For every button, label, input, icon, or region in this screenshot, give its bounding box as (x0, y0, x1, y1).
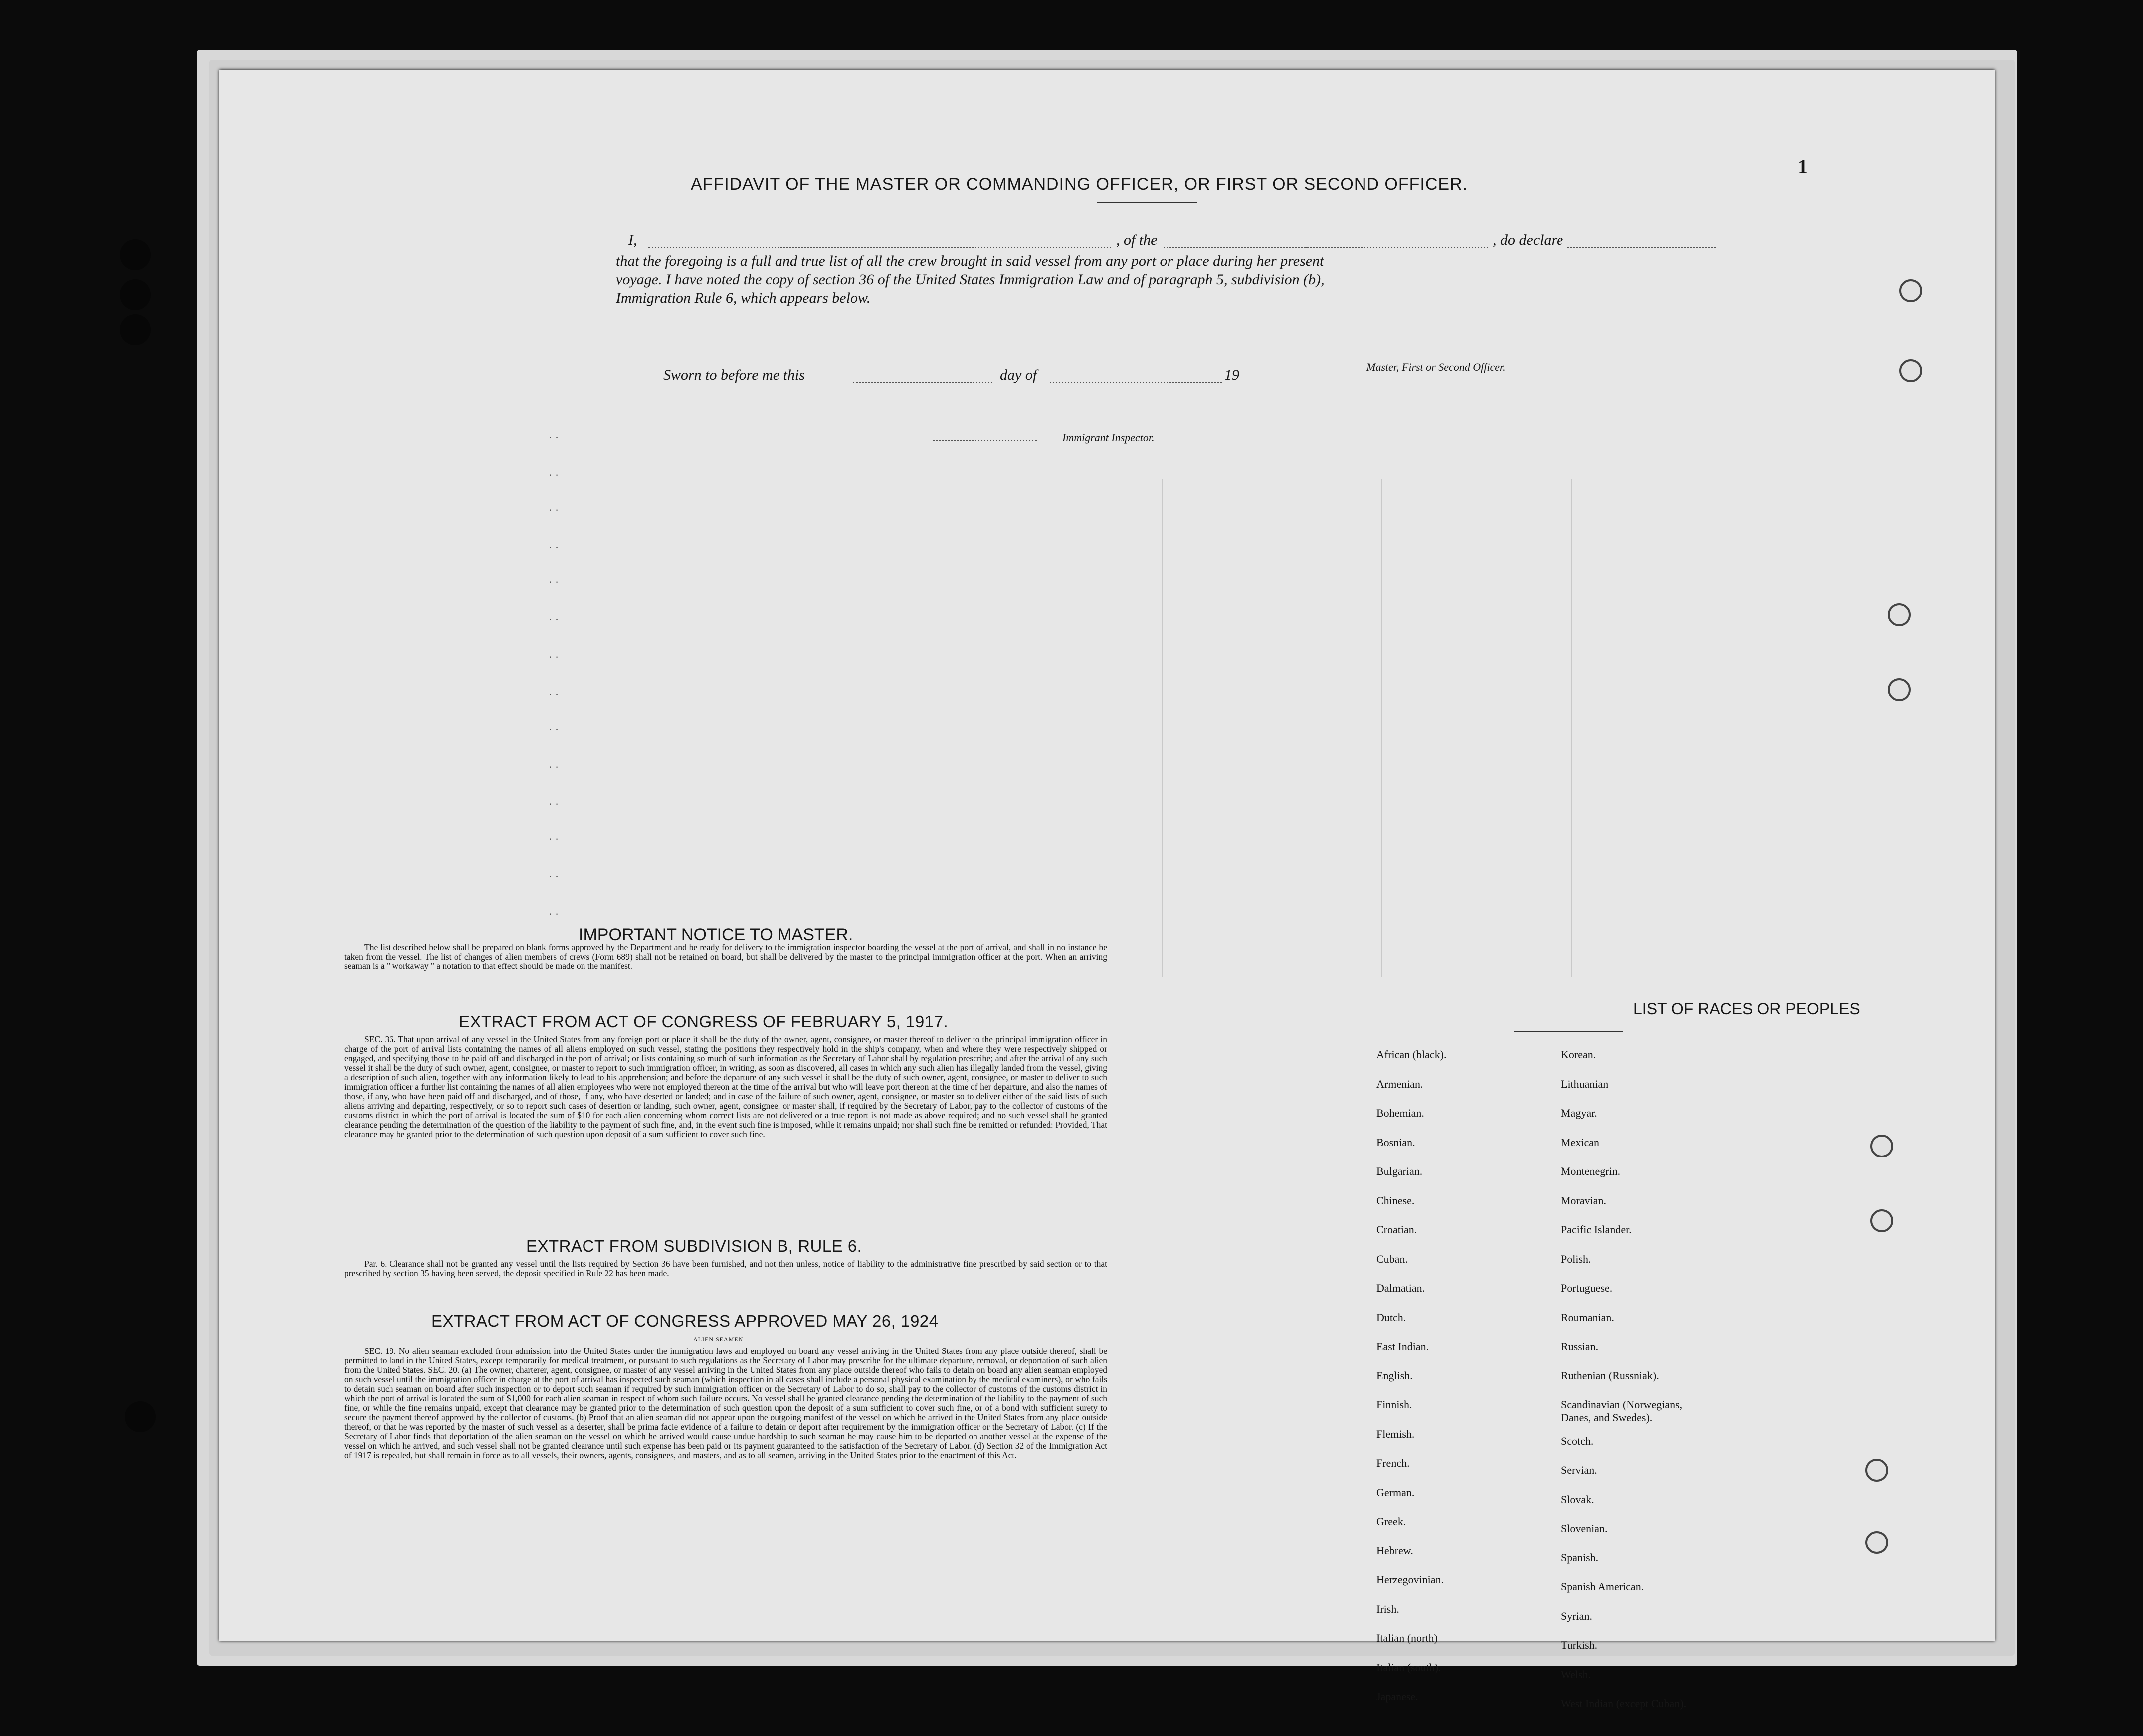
race-item: Slovak. (1561, 1493, 1594, 1506)
row-marker: · · (549, 576, 559, 588)
sworn-month-blank (1050, 382, 1222, 383)
race-item: Armenian. (1376, 1077, 1423, 1090)
affidavit-line-4: Immigration Rule 6, which appears below. (616, 290, 871, 306)
binder-hole (120, 279, 151, 310)
affidavit-line-3: voyage. I have noted the copy of section 36 of the United States Immigration Law and of paragraph 5, subdivision (b), (616, 271, 1325, 288)
affidavit-line-2: that the foregoing is a full and true list of all the crew brought in said vessel from any port or place during her present (616, 253, 1324, 269)
row-marker: · · (549, 431, 559, 444)
extract-1924-heading: EXTRACT FROM ACT OF CONGRESS APPROVED MAY 26, 1924 (431, 1312, 939, 1330)
binder-ring (1899, 279, 1922, 302)
race-item: Greek. (1376, 1515, 1406, 1528)
extract-1917-body: SEC. 36. That upon arrival of any vessel in the United States from any foreign port or place it shall be the duty of the owner, agent, consignee, or master thereof to deliver to the principal immigration officer in charge of the port of arrival lists containing the names of all aliens employed on such vessel, stating the positions they respectively hold in the ship's company, when and where they were respectively shipped or engaged, and specifying those to be paid off and discharged in the port of arrival; or lists containing so much of such information as the Secretary of Labor shall by regulation prescribe; and after the arrival of any such vessel it shall be the duty of such owner, agent, consignee, or master to report to such immigration officer, in writing, as soon as discovered, all cases in which any such alien has illegally landed from the vessel, giving a description of such alien, together with any information likely to lead to his apprehension; and before the departure of any such vessel it shall be the duty of such owner, agent, consignee, or master to deliver to such immigration officer a further list containing the names of all alien employees who were not employed thereon at the time of the arrival but who will leave port thereon at the time of her departure, and also the names of those, if any, who have been paid off and discharged, and of those, if any, who have deserted or landed; and in case of the failure of such owner, agent, consignee, or master so to deliver either of the said lists of such aliens arriving and departing, respectively, or so to report such cases of desertion or landing, such owner, agent, consignee, or master shall, if required by the Secretary of Labor, pay to the collector of customs of the customs district in which the port of arrival is located the sum of $10 for each alien concerning whom correct lists are not delivered or a true report is not made as above required; and no such vessel shall be granted clearance pending the determination of the question of the liability to the payment of such fine, and, in the event such fine is imposed, while it remains unpaid; nor shall such fine be remitted or refunded: Provided, That clearance may be granted prior to the determination of such question upon deposit of a sum sufficient to cover such fine. (344, 1034, 1107, 1139)
column-rule (1571, 479, 1572, 977)
race-item: Cuban. (1376, 1252, 1408, 1265)
race-item: Mexican (1561, 1136, 1599, 1149)
race-item: Irish. (1376, 1602, 1399, 1615)
inspector-label: Immigrant Inspector. (1062, 431, 1155, 444)
race-item: Bulgarian. (1376, 1165, 1423, 1177)
race-item: Korean. (1561, 1048, 1596, 1061)
race-item: Hebrew. (1376, 1544, 1413, 1557)
race-item: Croatian. (1376, 1223, 1417, 1236)
notice-body: The list described below shall be prepared on blank forms approved by the Department and be ready for delivery to the immigration inspector boarding the vessel at the port of arrival, and shall in no instance be taken from the vessel. The list of changes of alien members of crews (Form 689) shall not be retained on board, but shall be delivered by the master to the principal immigration officer at the port. When an arriving seaman is a " workaway " a notation to that effect should be made on the manifest. (344, 942, 1107, 971)
race-item: African (black). (1376, 1048, 1447, 1061)
manifest-page (219, 70, 1995, 1710)
race-item: Russian. (1561, 1340, 1599, 1352)
race-item: Servian. (1561, 1464, 1597, 1476)
race-item: Slovenian. (1561, 1522, 1608, 1535)
column-rule (1381, 479, 1382, 977)
race-item: Japanese. (1376, 1690, 1418, 1703)
race-item: Finnish. (1376, 1398, 1412, 1411)
race-item: Bosnian. (1376, 1136, 1415, 1149)
races-title-rule (1514, 1031, 1623, 1032)
row-marker: · · (549, 723, 559, 736)
race-item: East Indian. (1376, 1340, 1429, 1352)
binder-ring (1888, 603, 1911, 626)
race-item: Flemish. (1376, 1427, 1415, 1440)
affidavit-do-declare-label: , do declare (1489, 232, 1567, 249)
race-item: Spanish American. (1561, 1580, 1644, 1593)
race-item: Moravian. (1561, 1194, 1607, 1207)
race-item: Ruthenian (Russniak). (1561, 1369, 1659, 1382)
race-item: Italian (north) (1376, 1632, 1438, 1644)
row-marker: · · (549, 504, 559, 516)
races-title: LIST OF RACES OR PEOPLES (1633, 1000, 1860, 1018)
race-item: Dutch. (1376, 1311, 1406, 1324)
title-rule (1097, 202, 1197, 203)
row-marker: · · (549, 833, 559, 845)
inspector-signature-blank (933, 440, 1037, 441)
sworn-day-blank (853, 382, 992, 383)
row-marker: · · (549, 761, 559, 773)
extract-1917-heading: EXTRACT FROM ACT OF CONGRESS OF FEBRUARY 5, 1917. (459, 1012, 949, 1031)
row-marker: · · (549, 908, 559, 920)
binder-ring (1865, 1459, 1888, 1482)
extract-1924-body: SEC. 19. No alien seaman excluded from admission into the United States under the immigration laws and employed on board any vessel arriving in the United States from any place outside thereof, shall be permitted to land in the United States, except temporarily for medical treatment, or pursuant to such regulations as the Secretary of Labor may prescribe for the ultimate departure, removal, or deportation of such alien from the United States. SEC. 20. (a) The owner, charterer, agent, consignee, or master of any vessel arriving in the United States from any place outside thereof who fails to detain on board any alien seaman employed on such vessel until the immigration officer in charge at the port of arrival has inspected such seaman (which inspection in all cases shall include a personal physical examination by the medical examiners), or who fails to detain such seaman on board after such inspection or to deport such seaman if required by such immigration officer or the Secretary of Labor to do so, shall pay to the collector of customs of the customs district in which the port of arrival is located the sum of $1,000 for each alien seaman in respect of whom such failure occurs. No vessel shall be granted clearance pending the determination of the liability to the payment of such fine, or while the fine remains unpaid, except that clearance may be granted prior to the determination of such question upon the deposit of a sum sufficient to cover such fine, or of a bond with sufficient surety to secure the payment thereof approved by the collector of customs. (b) Proof that an alien seaman did not appear upon the outgoing manifest of the vessel on which he arrived in the United States from any place outside thereof, or that he was reported by the master of such vessel as a deserter, shall be prima facie evidence of a failure to detain or deport after requirement by the immigration officer or the Secretary of Labor. (c) If the Secretary of Labor finds that deportation of the alien seaman on the vessel on which he arrived would cause undue hardship to such seaman he may cause him to be deported on another vessel at the expense of the vessel on which he arrived, and such vessel shall not be granted clearance until such expense has been paid or its payment guaranteed to the satisfaction of the Secretary of Labor. (d) Section 32 of the Immigration Act of 1917 is repealed, but shall remain in force as to all vessels, their owners, agents, consignees, and masters, and as to all seamen, arriving in the United States prior to the enactment of this Act. (344, 1346, 1107, 1460)
race-item: Polish. (1561, 1252, 1591, 1265)
row-marker: · · (549, 870, 559, 883)
year-label: 19 (1224, 367, 1239, 383)
binder-hole (125, 1401, 156, 1432)
vessel-blank (1182, 247, 1716, 248)
binder-hole (120, 314, 151, 345)
race-item: French. (1376, 1457, 1410, 1469)
binder-ring (1899, 359, 1922, 382)
binder-hole (120, 239, 151, 270)
binder-ring (1888, 678, 1911, 701)
race-item: Scotch. (1561, 1434, 1594, 1447)
race-item: German. (1376, 1486, 1415, 1499)
row-marker: · · (549, 798, 559, 810)
sworn-label: Sworn to before me this (663, 367, 805, 383)
row-marker: · · (549, 613, 559, 626)
affidavit-of-the-label: , of the (1112, 232, 1162, 249)
page-number-mark: 1 (1798, 155, 1808, 178)
day-of-label: day of (1000, 367, 1037, 383)
notice-title: IMPORTANT NOTICE TO MASTER. (579, 925, 853, 944)
race-item: Herzegovinian. (1376, 1573, 1444, 1586)
race-item: Turkish. (1561, 1639, 1598, 1651)
race-item: Portuguese. (1561, 1282, 1613, 1294)
extract-1924-subheading: ALIEN SEAMEN (693, 1336, 744, 1343)
race-item: West Indian (except Cuban). (1561, 1697, 1687, 1710)
race-item: Italian (south). (1376, 1661, 1441, 1674)
race-item: Chinese. (1376, 1194, 1415, 1207)
row-marker: · · (549, 541, 559, 554)
binder-ring (1870, 1135, 1893, 1157)
race-item: Spanish. (1561, 1551, 1599, 1564)
rule6-body: Par. 6. Clearance shall not be granted any vessel until the lists required by Section 36 have been furnished, and not then unless, notice of liability to the administrative fine prescribed by said section or to that prescribed by section 35 having been served, the deposit specified in Rule 22 has been made. (344, 1259, 1107, 1278)
master-signature-label: Master, First or Second Officer. (1366, 361, 1506, 373)
binder-ring (1870, 1209, 1893, 1232)
race-item: Syrian. (1561, 1609, 1592, 1622)
race-item: Roumanian. (1561, 1311, 1614, 1324)
affidavit-i-label: I, (628, 232, 637, 248)
race-item: English. (1376, 1369, 1413, 1382)
affidavit-title: AFFIDAVIT OF THE MASTER OR COMMANDING OFFICER, OR FIRST OR SECOND OFFICER. (691, 175, 1468, 193)
race-item: Scandinavian (Norwegians, Danes, and Swedes). (1561, 1398, 1683, 1424)
row-marker: · · (549, 688, 559, 701)
column-rule (1162, 479, 1163, 977)
binder-ring (1865, 1531, 1888, 1554)
race-item: Magyar. (1561, 1107, 1597, 1119)
race-item: Welsh. (1561, 1668, 1591, 1681)
race-item: Montenegrin. (1561, 1165, 1621, 1177)
race-item: Lithuanian (1561, 1077, 1609, 1090)
row-marker: · · (549, 469, 559, 481)
race-item: Dalmatian. (1376, 1282, 1425, 1294)
race-item: Pacific Islander. (1561, 1223, 1632, 1236)
rule6-heading: EXTRACT FROM SUBDIVISION B, RULE 6. (526, 1237, 862, 1255)
row-marker: · · (549, 651, 559, 663)
race-item: Bohemian. (1376, 1107, 1424, 1119)
